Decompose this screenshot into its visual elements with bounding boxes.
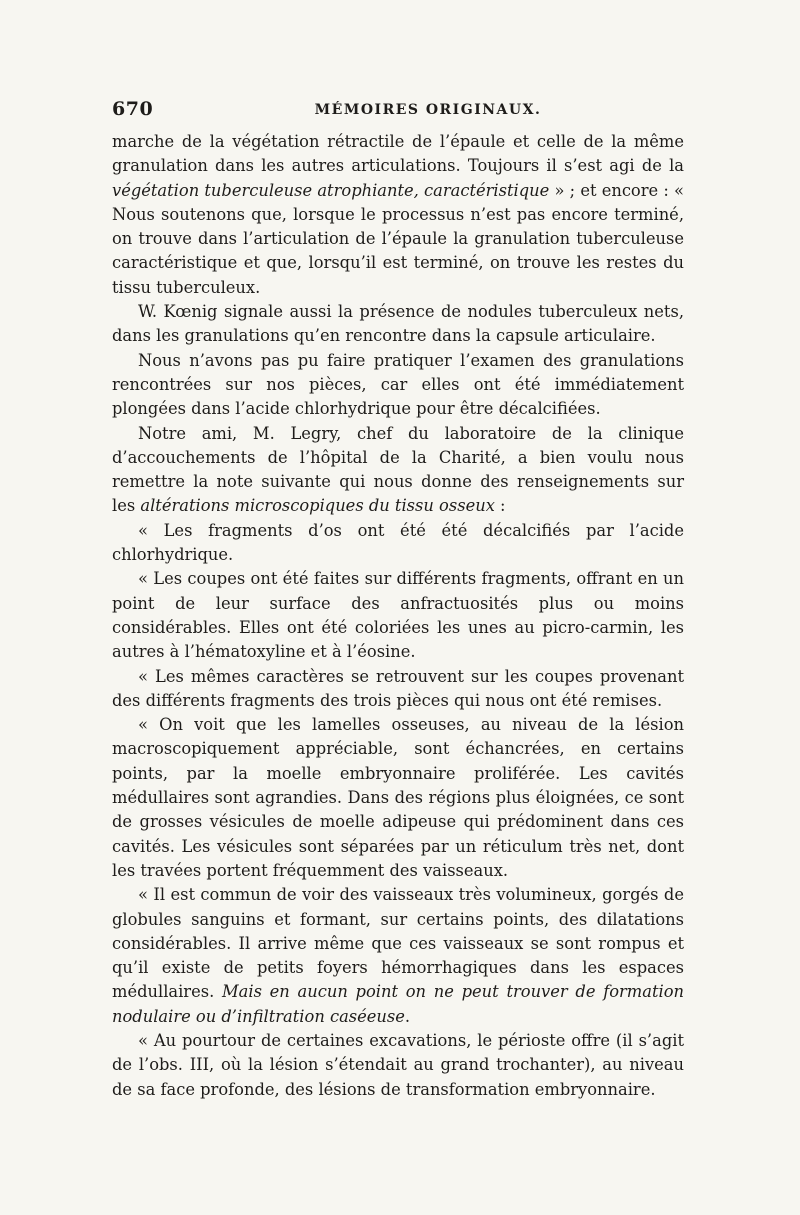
text-segment: » ; et encore : « Nous soutenons que, lorsque le processus n’est pas encore terminé, on trouve dans l’articulation de l’épaule la granulation tuberculeuse caractéristique et que, lorsqu’il est terminé, on trouve les restes du tissu tuberculeux.: [112, 180, 684, 297]
text-segment: Nous n’avons pas pu faire pratiquer l’examen des granulations rencontrées sur nos pièces, car elles ont été immédiatement plongées dans l’acide chlorhydrique pour être décalcifiées.: [112, 350, 684, 419]
paragraph: [112, 300, 684, 349]
paragraph: [112, 1029, 684, 1102]
text-segment: « On voit que les lamelles osseuses, au niveau de la lésion macroscopiquement appréciable, sont échancrées, en certains points, par la moelle embryonnaire proliférée. Les cavités médullaires sont agrandies. Dans des régions plus éloignées, ce sont de grosses vésicules de moelle adipeuse qui prédominent dans ces cavités. Les vésicules sont séparées par un réticulum très net, dont les travées portent fréquemment des vaisseaux.: [112, 715, 684, 880]
text-segment: « Il est commun de voir des vaisseaux très volumineux, gorgés de globules sanguins et formant, sur certains points, des dilatations considérables. Il arrive même que ces vaisseaux se sont rompus et qu’il existe de petits foyers hémorrhagiques dans les espaces médullaires.: [112, 885, 684, 1002]
page-number: 670: [112, 98, 154, 120]
text-segment: W. Kœnig signale aussi la présence de nodules tuberculeux nets, dans les granulations qu’en rencontre dans la capsule articulaire.: [112, 302, 684, 346]
paragraph: [112, 519, 684, 568]
italic-text-segment: Mais en aucun point on ne peut trouver de formation nodulaire ou d’infiltration caséeuse: [112, 982, 684, 1026]
text-segment: :: [494, 496, 506, 516]
paragraph: [112, 883, 684, 1029]
text-segment: « Les mêmes caractères se retrouvent sur les coupes provenant des différents fragments des trois pièces qui nous ont été remises.: [112, 666, 684, 710]
italic-text-segment: altérations microscopiques du tissu osseux: [140, 496, 495, 516]
italic-text-segment: végétation tuberculeuse atrophiante, caractéristique: [112, 180, 550, 200]
paragraph: [112, 422, 684, 519]
text-segment: « Au pourtour de certaines excavations, le périoste offre (il s’agit de l’obs. III, où la lésion s’étendait au grand trochanter), au niveau de sa face profonde, des lésions de transformation embryonnaire.: [112, 1030, 684, 1099]
body-text: [112, 130, 684, 1102]
page-header: [112, 98, 684, 126]
paragraph: [112, 130, 684, 300]
running-title: MÉMOIRES ORIGINAUX.: [314, 102, 542, 118]
paragraph: [112, 567, 684, 664]
text-segment: Notre ami, M. Legry, chef du laboratoire de la clinique d’accouchements de l’hôpital de la Charité, a bien voulu nous remettre la note suivante qui nous donne des renseignements sur les: [112, 423, 684, 516]
paragraph: [112, 665, 684, 714]
text-segment: .: [404, 1006, 411, 1026]
text-segment: « Les fragments d’os ont été été décalcifiés par l’acide chlorhydrique.: [112, 520, 684, 565]
text-segment: marche de la végétation rétractile de l’épaule et celle de la même granulation dans les autres articulations. Toujours il s’est agi de la: [112, 132, 684, 176]
text-segment: « Les coupes ont été faites sur différents fragments, offrant en un point de leur surface des anfractuosités plus ou moins considérables. Elles ont été coloriées les unes au picro-carmin, les autres à l’hématoxyline et à l’éosine.: [112, 569, 684, 662]
paragraph: [112, 349, 684, 422]
paragraph: [112, 713, 684, 883]
